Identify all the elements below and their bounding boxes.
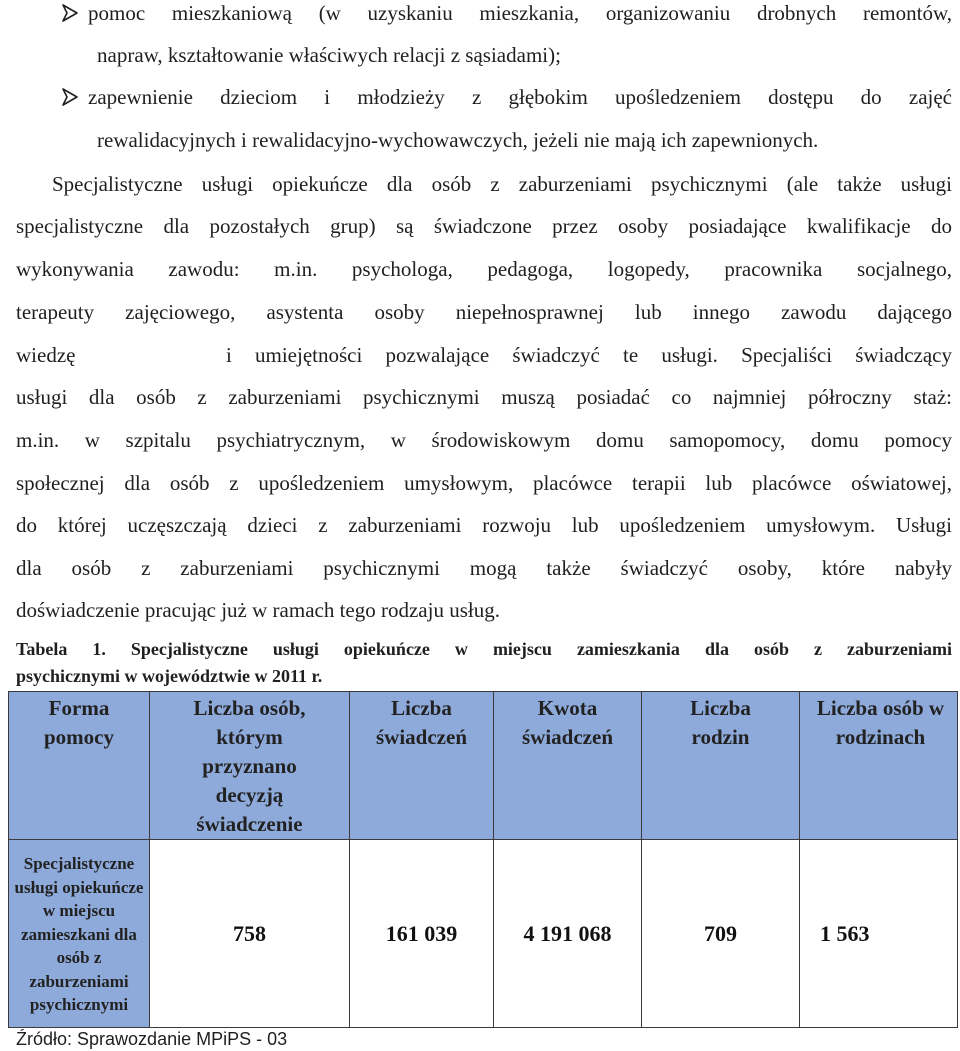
paragraph-line-10: dla osób z zaburzeniami psychicznymi mogą także świadczyć osoby, które nabyły <box>16 556 952 580</box>
header-liczba-rodzin: Liczba rodzin <box>642 692 800 840</box>
bullet-2-line-2: rewalidacyjnych i rewalidacyjno-wychowawczych, jeżeli nie mają ich zapewnionych. <box>97 128 819 152</box>
arrow-bullet-icon <box>60 87 80 107</box>
value-liczba-osob: 758 <box>150 840 350 1028</box>
paragraph-line-4: terapeuty zajęciowego, asystenta osoby niepełnosprawnej lub innego zawodu dającego <box>16 300 952 324</box>
paragraph-line-5-end: i umiejętności pozwalające świadczyć te usługi. Specjaliści świadczący <box>226 343 952 367</box>
value-liczba-swiadczen: 161 039 <box>350 840 494 1028</box>
table-caption-line-2: psychicznymi w województwie w 2011 r. <box>16 666 323 686</box>
paragraph-line-5-start: wiedzę <box>16 343 76 367</box>
paragraph-line-3: wykonywania zawodu: m.in. psychologa, pedagoga, logopedy, pracownika socjalnego, <box>16 257 952 281</box>
paragraph-line-11: doświadczenie pracując już w ramach tego rodzaju usług. <box>16 598 500 622</box>
value-liczba-rodzin: 709 <box>642 840 800 1028</box>
paragraph-line-2: specjalistyczne dla pozostałych grup) są świadczone przez osoby posiadające kwalifikacje do <box>16 214 952 238</box>
header-forma-pomocy: Forma pomocy <box>9 692 150 840</box>
data-table <box>8 691 958 1028</box>
paragraph-line-7: m.in. w szpitalu psychiatrycznym, w środowiskowym domu samopomocy, domu pomocy <box>16 428 952 452</box>
arrow-bullet-icon <box>60 3 80 23</box>
paragraph-line-9: do której uczęszczają dzieci z zaburzeniami rozwoju lub upośledzeniem umysłowym. Usługi <box>16 513 952 537</box>
paragraph-line-8: społecznej dla osób z upośledzeniem umysłowym, placówce terapii lub placówce oświatowej, <box>16 471 952 495</box>
bullet-2-line-1: zapewnienie dzieciom i młodzieży z głębokim upośledzeniem dostępu do zajęć <box>88 85 952 109</box>
bullet-1-line-1: pomoc mieszkaniową (w uzyskaniu mieszkania, organizowaniu drobnych remontów, <box>88 1 952 25</box>
paragraph-line-1: Specjalistyczne usługi opiekuńcze dla osób z zaburzeniami psychicznymi (ale także usługi <box>52 172 952 196</box>
header-kwota-swiadczen: Kwota świadczeń <box>494 692 642 840</box>
table-caption-line-1: Tabela 1. Specjalistyczne usługi opiekuńcze w miejscu zamieszkania dla osób z zaburzeniami <box>16 639 952 659</box>
header-liczba-swiadczen: Liczba świadczeń <box>350 692 494 840</box>
bullet-1-line-2: napraw, kształtowanie właściwych relacji z sąsiadami); <box>97 43 561 67</box>
table-header-row <box>9 692 958 840</box>
paragraph-line-6: usługi dla osób z zaburzeniami psychicznymi muszą posiadać co najmniej półroczny staż: <box>16 385 952 409</box>
value-kwota-swiadczen: 4 191 068 <box>494 840 642 1028</box>
header-liczba-osob: Liczba osób, którym przyznano decyzją świadczenie <box>150 692 350 840</box>
value-liczba-osob-w-rodzinach: 1 563 <box>800 840 958 1028</box>
source-note: Źródło: Sprawozdanie MPiPS - 03 <box>16 1029 288 1049</box>
row-label-specjalistyczne: Specjalistyczne usługi opiekuńcze w miejscu zamieszkani dla osób z zaburzeniami psychicznymi <box>9 840 150 1028</box>
table-row <box>9 840 958 1028</box>
header-liczba-osob-w-rodzinach: Liczba osób w rodzinach <box>800 692 958 840</box>
